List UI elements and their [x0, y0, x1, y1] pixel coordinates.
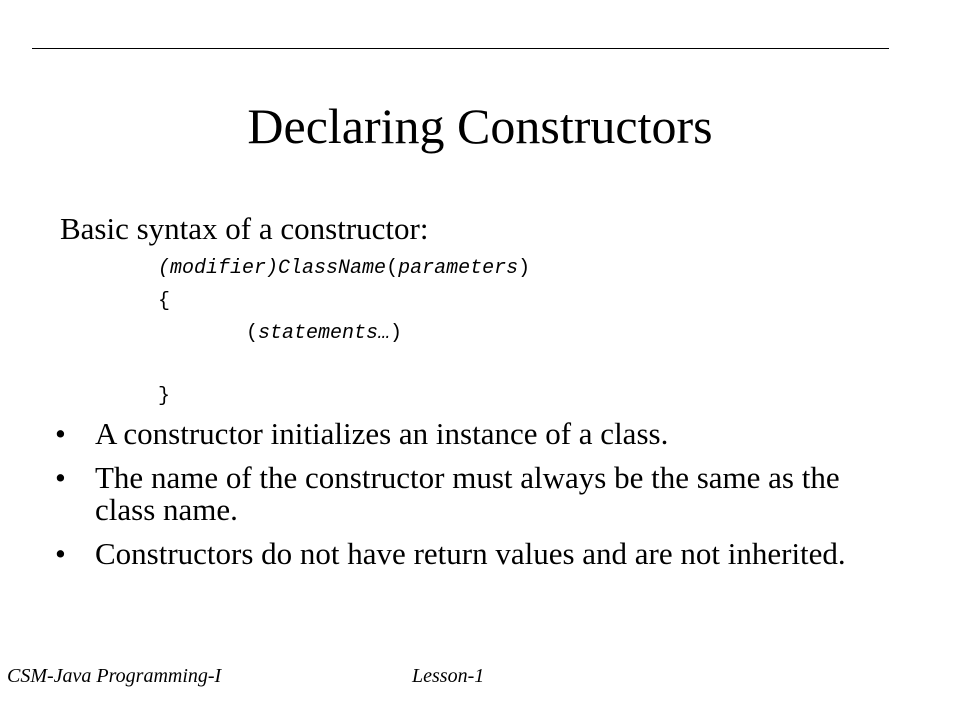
syntax-intro: Basic syntax of a constructor:	[60, 211, 429, 246]
code-modifier: (modifier)	[158, 257, 279, 280]
code-body	[246, 322, 402, 346]
bullet-text: The name of the constructor must always be the same as the class name.	[95, 460, 840, 527]
top-divider	[32, 48, 889, 49]
code-statements: statements…	[258, 322, 391, 345]
code-paren-close: )	[518, 257, 531, 280]
code-parameters: parameters	[398, 257, 519, 280]
bullet-text: Constructors do not have return values and are not inherited.	[95, 536, 846, 571]
code-brace-open: {	[158, 290, 171, 313]
slide-title: Declaring Constructors	[247, 98, 713, 154]
bullet-item	[55, 418, 895, 450]
code-body-close: )	[390, 322, 403, 345]
bullet-dot-icon: •	[55, 416, 66, 451]
bullet-dot-icon: •	[55, 536, 66, 571]
footer-lesson: Lesson-1	[412, 665, 485, 687]
bullet-list	[55, 418, 895, 582]
footer-course: CSM-Java Programming-I	[7, 665, 222, 687]
bullet-item	[55, 538, 895, 570]
code-body-open: (	[246, 322, 259, 345]
bullet-item	[55, 462, 895, 526]
code-brace-close: }	[158, 385, 171, 408]
bullet-text: A constructor initializes an instance of a class.	[95, 416, 669, 451]
code-paren-open: (	[386, 257, 399, 280]
code-signature	[158, 257, 530, 281]
code-class-name: ClassName	[278, 257, 387, 280]
bullet-dot-icon: •	[55, 460, 66, 495]
